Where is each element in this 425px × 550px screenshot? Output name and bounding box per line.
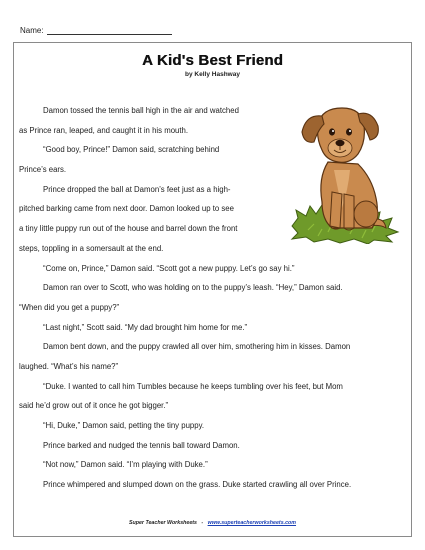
story-line: Prince barked and nudged the tennis ball toward Damon. — [43, 440, 240, 450]
story-line: “Last night,” Scott said. “My dad brought him home for me.” — [43, 322, 248, 332]
story-line: “Come on, Prince,” Damon said. “Scott got a new puppy. Let’s go say hi.” — [43, 263, 295, 273]
story-line: Prince whimpered and slumped down on the grass. Duke started crawling all over Prince. — [43, 480, 352, 490]
story-line: Prince’s ears. — [19, 165, 67, 175]
story-line: steps, toppling in a somersault at the end. — [19, 243, 164, 253]
footer-separator: - — [201, 520, 204, 526]
footer-link[interactable]: www.superteacherworksheets.com — [207, 520, 297, 526]
story-line: said he’d grow out of it once he got bigger.” — [19, 401, 169, 411]
name-field — [20, 26, 172, 35]
story-line: Damon tossed the tennis ball high in the air and watched — [43, 106, 239, 115]
story-line: pitched barking came from next door. Damon looked up to see — [19, 204, 234, 214]
story-author: by Kelly Hashway — [185, 71, 240, 78]
story-line: “Duke. I wanted to call him Tumbles because he keeps tumbling over his feet, but Mom — [43, 381, 343, 391]
story-line: Prince dropped the ball at Damon’s feet just as a high- — [43, 184, 231, 194]
story-line: as Prince ran, leaped, and caught it in his mouth. — [19, 125, 189, 135]
name-underline[interactable] — [47, 26, 172, 35]
story-line: “Not now,” Damon said. “I’m playing with Duke.” — [43, 460, 208, 470]
story-line: a tiny little puppy run out of the house and barrel down the front — [19, 224, 238, 234]
story-line: “When did you get a puppy?” — [19, 302, 120, 312]
name-label: Name: — [20, 26, 44, 35]
footer-brand: Super Teacher Worksheets — [128, 520, 197, 526]
story-line: laughed. “What’s his name?” — [19, 361, 119, 371]
story-line: Damon bent down, and the puppy crawled all over him, smothering him in kisses. Damon — [43, 342, 351, 352]
footer — [0, 520, 425, 526]
dog-sitting-on-grass-icon — [288, 98, 400, 244]
story-title: A Kid's Best Friend — [142, 52, 283, 69]
story-line: “Hi, Duke,” Damon said, petting the tiny puppy. — [43, 421, 205, 430]
story-line: “Good boy, Prince!” Damon said, scratching behind — [43, 145, 220, 155]
story-line: Damon ran over to Scott, who was holding on to the puppy’s leash. “Hey,” Damon said. — [43, 283, 343, 293]
